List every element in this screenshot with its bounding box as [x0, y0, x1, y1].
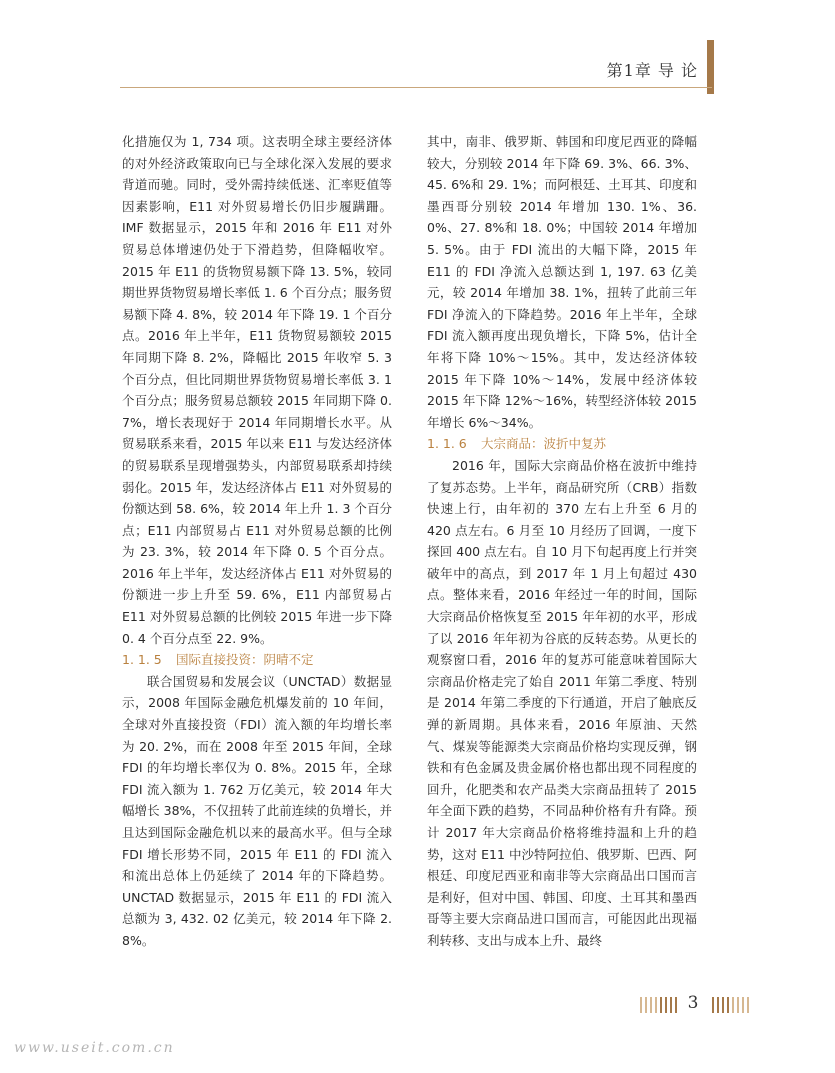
- ornament-bar: [722, 997, 724, 1013]
- ornament-bar: [742, 997, 744, 1013]
- left-column: [122, 131, 392, 952]
- paragraph-fdi-continued: 其中，南非、俄罗斯、韩国和印度尼西亚的降幅较大，分别较 2014 年下降 69. 3%、66. 3%、45. 6%和 29. 1%；而阿根廷、土耳其、印度和墨西哥分别较 2014 年增加 130. 1%、36. 0%、27. 8%和 18. 0%；中国较 2014 年增加 5. 5%。由于 FDI 流出的大幅下降，2015 年 E11 的 FDI 净流入总额达到 1, 197. 63 亿美元，较 2014 年增加 38. 1%，扭转了此前三年 FDI 净流入的下降趋势。2016 年上半年，全球 FDI 流入额再度出现负增长，下降 5%，估计全年将下降 10%～15%。其中，发达经济体较 2015 年下降 10%～14%，发展中经济体较 2015 年下降 12%～16%，转型经济体较 2015 年增长 6%～34%。: [427, 134, 697, 430]
- footer-ornament-right: [712, 997, 749, 1013]
- ornament-bar: [660, 997, 662, 1013]
- ornament-bar: [712, 997, 714, 1013]
- ornament-bar: [650, 997, 652, 1013]
- ornament-bar: [655, 997, 657, 1013]
- ornament-bar: [732, 997, 734, 1013]
- header-accent-bar: [707, 40, 714, 94]
- section-number: 1. 1. 6: [427, 436, 467, 452]
- running-head: 第1章 导 论: [606, 61, 698, 80]
- paragraph-fdi: 联合国贸易和发展会议（UNCTAD）数据显示，2008 年国际金融危机爆发前的 10 年间，全球对外直接投资（FDI）流入额的年均增长率为 20. 2%，而在 2008 年至 2015 年间，全球 FDI 的年均增长率仅为 0. 8%。2015 年，全球 FDI 流入额为 1. 762 万亿美元，较 2014 年大幅增长 38%，不仅扭转了此前连续的负增长，并且达到国际金融危机以来的最高水平。但与全球 FDI 增长形势不同，2015 年 E11 的 FDI 流入和流出总体上仍延续了 2014 年的下降趋势。UNCTAD 数据显示，2015 年 E11 的 FDI 流入总额为 3, 432. 02 亿美元，较 2014 年下降 2. 8%。: [122, 673, 392, 948]
- header-rule: [120, 87, 712, 88]
- ornament-bar: [747, 997, 749, 1013]
- paragraph-trade-continued: 化措施仅为 1, 734 项。这表明全球主要经济体的对外经济政策取向已与全球化深入发展的要求背道而驰。同时，受外需持续低迷、汇率贬值等因素影响，E11 对外贸易增长仍旧步履蹒跚。IMF 数据显示，2015 年和 2016 年 E11 对外贸易总体增速仍处于下滑趋势，但降幅收窄。2015 年 E11 的货物贸易额下降 13. 5%，较同期世界货物贸易增长率低 1. 6 个百分点；服务贸易额下降 4. 8%，较 2014 年下降 19. 1 个百分点。2016 年上半年，E11 货物贸易额较 2015 年同期下降 8. 2%，降幅比 2015 年收窄 5. 3 个百分点，但比同期世界货物贸易增长率低 3. 1 个百分点；服务贸易总额较 2015 年同期下降 0. 7%，增长表现好于 2014 年同期增长水平。从贸易联系来看，2015 年以来 E11 与发达经济体的贸易联系呈现增强势头，内部贸易联系却持续弱化。2015 年，发达经济体占 E11 对外贸易的份额达到 58. 6%，较 2014 年上升 1. 3 个百分点；E11 内部贸易占 E11 对外贸易总额的比例为 23. 3%，较 2014 年下降 0. 5 个百分点。2016 年上半年，发达经济体占 E11 对外贸易的份额进一步上升至 59. 6%，E11 内部贸易占 E11 对外贸易总额的比例较 2015 年进一步下降 0. 4 个百分点至 22. 9%。: [122, 134, 392, 646]
- watermark: www.useit.com.cn: [14, 1040, 175, 1056]
- section-heading-fdi: [122, 649, 392, 671]
- ornament-bar: [727, 997, 729, 1013]
- ornament-bar: [675, 997, 677, 1013]
- section-heading-commodities: [427, 433, 697, 455]
- page-number: 3: [687, 993, 699, 1013]
- ornament-bar: [640, 997, 642, 1013]
- footer-ornament-left: [640, 997, 677, 1013]
- paragraph-commodities: 2016 年，国际大宗商品价格在波折中维持了复苏态势。上半年，商品研究所（CRB）指数快速上行，由年初的 370 左右上升至 6 月的 420 点左右。6 月至 10 月经历了回调，一度下探回 400 点左右。自 10 月下旬起再度上行并突破年中的高点，到 2017 年 1 月上旬超过 430 点。整体来看，2016 年经过一年的时间，国际大宗商品价格恢复至 2015 年年初的水平，形成了以 2016 年年初为谷底的反转态势。从更长的观察窗口看，2016 年的复苏可能意味着国际大宗商品价格走完了始自 2011 年第二季度、特别是 2014 年第二季度的下行通道，开启了触底反弹的新周期。具体来看，2016 年原油、天然气、煤炭等能源类大宗商品价格均实现反弹，钢铁和有色金属及贵金属价格也都出现不同程度的回升，化肥类和农产品类大宗商品扭转了 2015 年全面下跌的趋势，不同品种价格有升有降。预计 2017 年大宗商品价格将维持温和上升的趋势，这对 E11 中沙特阿拉伯、俄罗斯、巴西、阿根廷、印度尼西亚和南非等大宗商品出口国而言是利好，但对中国、韩国、印度、土耳其和墨西哥等主要大宗商品进口国而言，可能因此出现福利转移、支出与成本上升、最终: [427, 457, 697, 948]
- ornament-bar: [737, 997, 739, 1013]
- ornament-bar: [670, 997, 672, 1013]
- section-number: 1. 1. 5: [122, 652, 162, 668]
- section-title: 国际直接投资：阴晴不定: [176, 652, 314, 668]
- right-column: [427, 131, 697, 952]
- ornament-bar: [665, 997, 667, 1013]
- ornament-bar: [645, 997, 647, 1013]
- ornament-bar: [717, 997, 719, 1013]
- section-title: 大宗商品：波折中复苏: [481, 436, 607, 452]
